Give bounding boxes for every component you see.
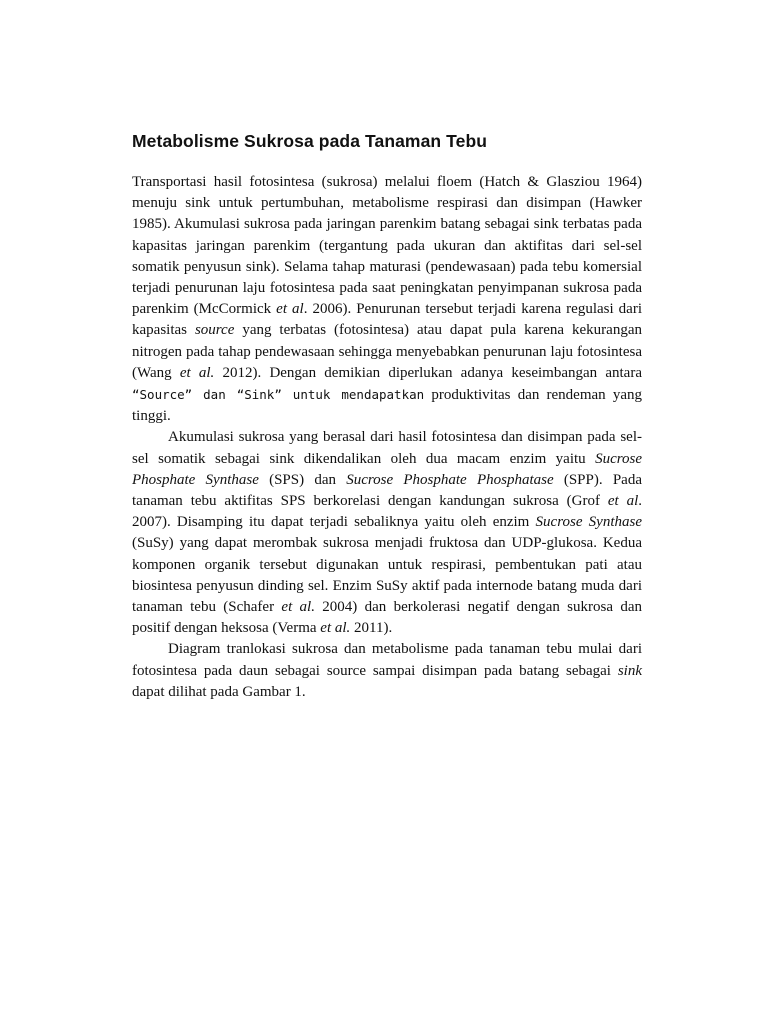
- text-run: 2012). Dengan demikian diperlukan adanya keseimbangan antara: [214, 364, 642, 381]
- text-run: dapat dilihat pada Gambar 1.: [132, 683, 306, 700]
- text-run: Diagram tranlokasi sukrosa dan metabolisme pada tanaman tebu mulai dari fotosintesa pada daun sebagai source sampai disimpan pada batang sebagai: [132, 641, 642, 679]
- italic-term: Sucrose Phosphate Synthase: [132, 450, 642, 488]
- italic-term: et al.: [179, 364, 215, 381]
- text-run: yang terbatas (fotosintesa) atau dapat pula karena kekurangan nitrogen pada tahap pendewasaan sehingga menyebabkan penurunan laju fotosintesa (Wang: [132, 322, 642, 381]
- italic-term: et al.: [281, 599, 315, 616]
- body-text: [132, 172, 642, 703]
- text-run: 2004) dan berkolerasi negatif dengan sukrosa dan positif dengan heksosa (Verma: [132, 599, 642, 637]
- italic-term: Sucrose Synthase: [535, 514, 642, 531]
- text-run: produktivitas dan rendeman yang tinggi.: [132, 387, 642, 425]
- text-run: . 2007). Disamping itu dapat terjadi sebaliknya yaitu oleh enzim: [132, 493, 643, 531]
- document-page: [132, 128, 642, 703]
- text-run: Akumulasi sukrosa yang berasal dari hasil fotosintesa dan disimpan pada sel-sel somatik sebagai sink dikendalikan oleh dua macam enzim yaitu: [132, 429, 642, 467]
- text-run: Transportasi hasil fotosintesa (sukrosa) melalui floem (Hatch & Glasziou 1964) menuju sink untuk pertumbuhan, metabolisme respirasi dan disimpan (Hawker 1985). Akumulasi sukrosa pada jaringan parenkim batang sebagai sink terbatas pada kapasitas jaringan parenkim (tergantung pada ukuran dan aktifitas dari sel-sel somatik penyusun sink). Selama tahap maturasi (pendewasaan) pada tebu komersial terjadi penurunan laju fotosintesa pada saat peningkatan penyimpanan sukrosa pada parenkim (McCormick: [132, 174, 642, 318]
- italic-term: et al: [607, 493, 639, 510]
- section-title: Metabolisme Sukrosa pada Tanaman Tebu: [132, 131, 488, 151]
- text-run: (SPP). Pada tanaman tebu aktifitas SPS berkorelasi dengan kandungan sukrosa (Grof: [132, 471, 642, 510]
- italic-term: et al.: [320, 620, 351, 637]
- italic-term: source: [194, 322, 235, 339]
- italic-term: sink: [617, 662, 642, 679]
- text-run: (SuSy) yang dapat merombak sukrosa menjadi fruktosa dan UDP-glukosa. Kedua komponen organik tersebut digunakan untuk respirasi, pembentukan pati atau biosintesa penyusun dinding sel. Enzim SuSy aktif pada internode batang muda dari tanaman tebu (Schafer: [132, 535, 642, 616]
- paragraph-1: [132, 172, 642, 427]
- paragraph-2: [132, 427, 642, 639]
- paragraph-3: [132, 639, 642, 703]
- text-run: . 2006). Penurunan tersebut terjadi karena regulasi dari kapasitas: [132, 301, 643, 339]
- text-run: (SPS) dan: [258, 471, 347, 488]
- text-run: 2011).: [350, 620, 393, 637]
- italic-term: Sucrose Phosphate Phosphatase: [346, 471, 554, 488]
- italic-term: et al: [276, 301, 304, 318]
- monospace-phrase: “Source” dan “Sink” untuk mendapatkan: [132, 387, 425, 403]
